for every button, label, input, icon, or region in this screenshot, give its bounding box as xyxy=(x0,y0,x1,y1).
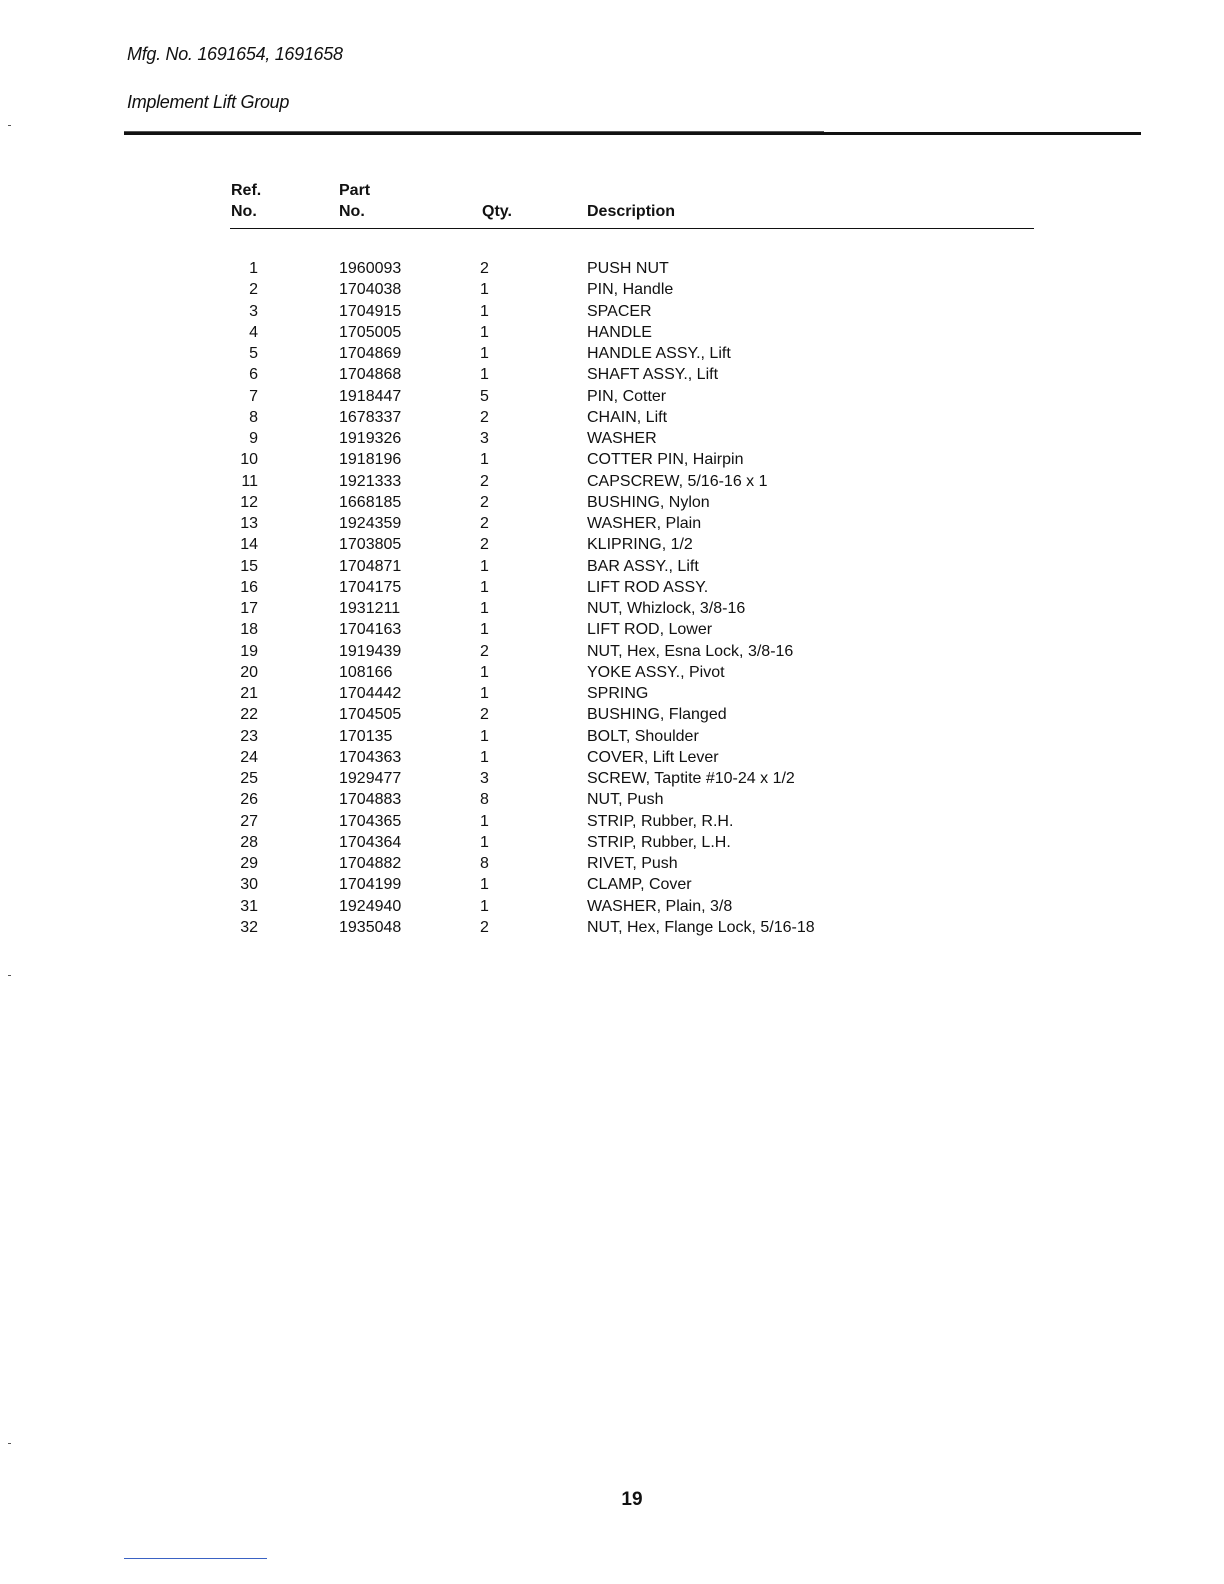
description-cell: YOKE ASSY., Pivot xyxy=(587,663,725,681)
quantity-cell: 3 xyxy=(480,770,489,787)
table-row xyxy=(0,407,1224,428)
part-number-cell: 1704199 xyxy=(339,876,402,894)
description-cell: SPRING xyxy=(587,685,649,702)
table-row xyxy=(0,747,1224,768)
ref-cell: 5 xyxy=(249,345,258,362)
ref-cell: 23 xyxy=(240,727,258,745)
ref-cell: 14 xyxy=(240,536,258,554)
quantity-cell: 2 xyxy=(480,642,489,660)
table-row xyxy=(0,279,1224,300)
description-cell: WASHER, Plain xyxy=(587,515,702,532)
ref-cell: 25 xyxy=(240,770,258,787)
ref-cell: 6 xyxy=(249,366,258,384)
ref-cell: 30 xyxy=(240,876,258,894)
description-cell: PUSH NUT xyxy=(587,260,669,277)
table-row xyxy=(0,704,1224,725)
column-header-qty: Qty. xyxy=(482,203,512,220)
ref-cell: 9 xyxy=(249,430,258,447)
table-row xyxy=(0,492,1224,513)
ref-cell: 7 xyxy=(249,387,258,405)
part-number-cell: 1704871 xyxy=(339,557,402,575)
part-number-cell: 170135 xyxy=(339,727,393,745)
ref-cell: 27 xyxy=(240,812,258,830)
quantity-cell: 1 xyxy=(480,302,489,320)
table-row xyxy=(0,322,1224,343)
column-header-ref xyxy=(231,180,261,222)
part-number-cell: 1703805 xyxy=(339,536,402,554)
description-cell: PIN, Cotter xyxy=(587,387,667,405)
ref-cell: 18 xyxy=(240,621,258,639)
part-number-cell: 1918447 xyxy=(339,387,402,405)
quantity-cell: 8 xyxy=(480,791,489,809)
quantity-cell: 5 xyxy=(480,387,489,405)
description-cell: PIN, Handle xyxy=(587,281,674,299)
quantity-cell: 1 xyxy=(480,323,489,341)
quantity-cell: 1 xyxy=(480,366,489,384)
ref-cell: 21 xyxy=(240,685,258,702)
quantity-cell: 1 xyxy=(480,748,489,766)
part-number-cell: 1704038 xyxy=(339,281,402,299)
table-row xyxy=(0,471,1224,492)
part-number-cell: 1935048 xyxy=(339,918,402,936)
description-cell: STRIP, Rubber, R.H. xyxy=(587,812,734,830)
table-row xyxy=(0,662,1224,683)
quantity-cell: 2 xyxy=(480,260,489,277)
ref-cell: 20 xyxy=(240,663,258,681)
description-cell: SCREW, Taptite #10-24 x 1/2 xyxy=(587,770,795,787)
description-cell: NUT, Push xyxy=(587,791,664,809)
quantity-cell: 2 xyxy=(480,515,489,532)
part-number-cell: 1919439 xyxy=(339,642,402,660)
part-number-cell: 1678337 xyxy=(339,408,402,426)
part-number-cell: 1929477 xyxy=(339,770,402,787)
table-row xyxy=(0,364,1224,385)
quantity-cell: 2 xyxy=(480,493,489,511)
description-cell: STRIP, Rubber, L.H. xyxy=(587,833,731,851)
description-cell: CLAMP, Cover xyxy=(587,876,692,894)
part-number-cell: 1704163 xyxy=(339,621,402,639)
part-number-cell: 1704364 xyxy=(339,833,402,851)
ref-cell: 22 xyxy=(240,706,258,724)
quantity-cell: 1 xyxy=(480,345,489,362)
description-cell: COTTER PIN, Hairpin xyxy=(587,451,744,469)
part-number-cell: 1668185 xyxy=(339,493,402,511)
column-header-rule xyxy=(230,228,1034,229)
ref-cell: 15 xyxy=(240,557,258,575)
part-number-cell: 1704868 xyxy=(339,366,402,384)
ref-cell: 4 xyxy=(249,323,258,341)
quantity-cell: 8 xyxy=(480,855,489,872)
part-number-cell: 108166 xyxy=(339,663,393,681)
description-cell: LIFT ROD ASSY. xyxy=(587,578,709,596)
description-cell: BUSHING, Nylon xyxy=(587,493,710,511)
part-number-cell: 1704883 xyxy=(339,791,402,809)
quantity-cell: 1 xyxy=(480,812,489,830)
description-cell: NUT, Hex, Flange Lock, 5/16-18 xyxy=(587,918,815,936)
table-row xyxy=(0,577,1224,598)
quantity-cell: 1 xyxy=(480,727,489,745)
parts-table-body xyxy=(0,258,1224,938)
bottom-link-underline xyxy=(124,1558,267,1559)
ref-cell: 13 xyxy=(240,515,258,532)
table-row xyxy=(0,726,1224,747)
ref-cell: 17 xyxy=(240,600,258,617)
part-number-cell: 1960093 xyxy=(339,260,402,277)
quantity-cell: 2 xyxy=(480,706,489,724)
description-cell: BOLT, Shoulder xyxy=(587,727,699,745)
part-number-cell: 1918196 xyxy=(339,451,402,469)
description-cell: BAR ASSY., Lift xyxy=(587,557,699,575)
description-cell: SPACER xyxy=(587,302,652,320)
group-title: Implement Lift Group xyxy=(127,92,290,112)
part-number-cell: 1704363 xyxy=(339,748,402,766)
part-number-cell: 1704882 xyxy=(339,855,402,872)
part-number-cell: 1704442 xyxy=(339,685,402,702)
ref-cell: 1 xyxy=(249,260,258,277)
table-row xyxy=(0,619,1224,640)
column-header-ref-line1: Ref. xyxy=(231,182,262,199)
table-row xyxy=(0,874,1224,895)
quantity-cell: 1 xyxy=(480,578,489,596)
edge-mark xyxy=(8,1443,11,1444)
quantity-cell: 2 xyxy=(480,918,489,936)
quantity-cell: 1 xyxy=(480,663,489,681)
description-cell: CHAIN, Lift xyxy=(587,408,668,426)
quantity-cell: 2 xyxy=(480,472,489,490)
part-number-cell: 1921333 xyxy=(339,472,402,490)
quantity-cell: 2 xyxy=(480,408,489,426)
table-row xyxy=(0,811,1224,832)
description-cell: NUT, Whizlock, 3/8-16 xyxy=(587,600,746,617)
description-cell: CAPSCREW, 5/16-16 x 1 xyxy=(587,472,768,490)
table-row xyxy=(0,598,1224,619)
part-number-cell: 1924940 xyxy=(339,897,402,915)
quantity-cell: 1 xyxy=(480,876,489,894)
ref-cell: 29 xyxy=(240,855,258,872)
ref-cell: 24 xyxy=(240,748,258,766)
part-number-cell: 1931211 xyxy=(339,600,401,617)
ref-cell: 28 xyxy=(240,833,258,851)
column-header-part-line2: No. xyxy=(339,203,365,220)
part-number-cell: 1704505 xyxy=(339,706,402,724)
table-row xyxy=(0,343,1224,364)
ref-cell: 11 xyxy=(241,472,258,490)
quantity-cell: 1 xyxy=(480,600,489,617)
ref-cell: 26 xyxy=(240,791,258,809)
table-row xyxy=(0,534,1224,555)
quantity-cell: 1 xyxy=(480,897,489,915)
ref-cell: 10 xyxy=(240,451,258,469)
edge-mark xyxy=(8,125,11,126)
table-row xyxy=(0,428,1224,449)
table-row xyxy=(0,386,1224,407)
ref-cell: 3 xyxy=(249,302,258,320)
table-row xyxy=(0,832,1224,853)
header-rule xyxy=(124,132,1141,135)
description-cell: HANDLE xyxy=(587,323,652,341)
manufacturer-numbers: Mfg. No. 1691654, 1691658 xyxy=(127,44,343,64)
column-header-part xyxy=(339,180,370,222)
quantity-cell: 3 xyxy=(480,430,489,447)
quantity-cell: 1 xyxy=(480,685,489,702)
description-cell: RIVET, Push xyxy=(587,855,678,872)
table-row xyxy=(0,641,1224,662)
edge-mark xyxy=(8,975,11,976)
part-number-cell: 1704175 xyxy=(339,578,402,596)
description-cell: BUSHING, Flanged xyxy=(587,706,727,724)
quantity-cell: 1 xyxy=(480,621,489,639)
quantity-cell: 1 xyxy=(480,833,489,851)
part-number-cell: 1924359 xyxy=(339,515,402,532)
ref-cell: 31 xyxy=(240,897,258,915)
table-row xyxy=(0,449,1224,470)
ref-cell: 19 xyxy=(240,642,258,660)
ref-cell: 32 xyxy=(240,918,258,936)
description-cell: LIFT ROD, Lower xyxy=(587,621,713,639)
table-row xyxy=(0,556,1224,577)
ref-cell: 2 xyxy=(249,281,258,299)
quantity-cell: 1 xyxy=(480,281,489,299)
table-row xyxy=(0,301,1224,322)
table-row xyxy=(0,917,1224,938)
quantity-cell: 2 xyxy=(480,536,489,554)
part-number-cell: 1704915 xyxy=(339,302,402,320)
table-row xyxy=(0,853,1224,874)
column-header-description: Description xyxy=(587,203,676,220)
part-number-cell: 1919326 xyxy=(339,430,402,447)
column-header-part-line1: Part xyxy=(339,182,371,199)
table-row xyxy=(0,789,1224,810)
description-cell: NUT, Hex, Esna Lock, 3/8-16 xyxy=(587,642,794,660)
part-number-cell: 1704365 xyxy=(339,812,402,830)
ref-cell: 12 xyxy=(240,493,258,511)
table-row xyxy=(0,258,1224,279)
part-number-cell: 1704869 xyxy=(339,345,402,362)
ref-cell: 8 xyxy=(249,408,258,426)
column-header-ref-line2: No. xyxy=(231,203,257,220)
table-row xyxy=(0,896,1224,917)
description-cell: WASHER xyxy=(587,430,657,447)
quantity-cell: 1 xyxy=(480,557,489,575)
table-row xyxy=(0,513,1224,534)
page-number: 19 xyxy=(621,1489,643,1510)
quantity-cell: 1 xyxy=(480,451,489,469)
description-cell: KLIPRING, 1/2 xyxy=(587,536,693,554)
description-cell: HANDLE ASSY., Lift xyxy=(587,345,731,362)
description-cell: COVER, Lift Lever xyxy=(587,748,719,766)
ref-cell: 16 xyxy=(240,578,258,596)
description-cell: SHAFT ASSY., Lift xyxy=(587,366,719,384)
table-row xyxy=(0,768,1224,789)
description-cell: WASHER, Plain, 3/8 xyxy=(587,897,733,915)
table-row xyxy=(0,683,1224,704)
part-number-cell: 1705005 xyxy=(339,323,402,341)
